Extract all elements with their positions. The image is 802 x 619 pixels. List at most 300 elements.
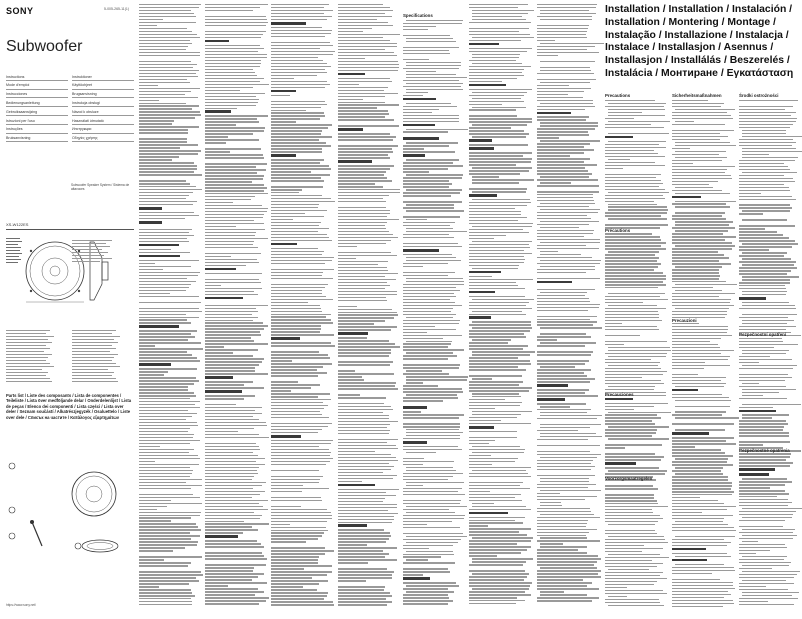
text-line — [675, 145, 736, 146]
text-line — [205, 19, 267, 20]
text-line — [205, 503, 259, 504]
text-line — [742, 323, 787, 324]
text-line — [739, 338, 782, 339]
text-line — [139, 392, 194, 393]
text-line — [139, 61, 191, 62]
text-line — [205, 576, 258, 577]
text-line — [608, 470, 667, 471]
text-line — [205, 437, 269, 438]
text-line — [139, 506, 167, 507]
text-line — [739, 190, 790, 191]
text-line — [537, 418, 597, 419]
text-line — [271, 251, 324, 252]
text-line — [271, 87, 325, 88]
text-line — [739, 231, 777, 232]
text-line — [605, 406, 654, 407]
text-line — [406, 92, 428, 93]
text-line — [540, 546, 587, 547]
text-line — [338, 231, 389, 232]
text-line — [139, 189, 202, 190]
text-line — [403, 488, 462, 489]
text-line — [472, 124, 527, 125]
text-heading-line — [139, 244, 179, 247]
text-line — [469, 4, 528, 5]
text-line — [205, 573, 264, 574]
text-line — [403, 545, 453, 546]
text-heading-line — [403, 249, 439, 252]
text-line — [469, 449, 525, 450]
text-line — [205, 384, 244, 385]
language-entry: Istruzioni per l'uso — [6, 116, 68, 125]
text-line — [537, 535, 586, 536]
text-line — [672, 269, 719, 270]
text-line — [537, 460, 593, 461]
text-line — [540, 457, 597, 458]
text-line — [675, 406, 730, 407]
text-line — [537, 143, 590, 144]
text-heading-line — [469, 84, 506, 87]
text-line — [406, 352, 453, 353]
text-line — [205, 367, 255, 368]
text-line — [469, 265, 519, 266]
text-line — [139, 162, 194, 163]
text-line — [139, 293, 170, 294]
text-line — [469, 130, 524, 131]
text-line — [742, 580, 786, 581]
text-line — [338, 288, 385, 289]
text-heading-line — [338, 524, 367, 527]
text-line — [672, 178, 732, 179]
text-line — [605, 383, 664, 384]
text-line — [205, 529, 258, 530]
text-line — [205, 443, 256, 444]
text-line — [672, 323, 699, 324]
text-line — [338, 519, 394, 520]
text-line — [271, 455, 330, 456]
text-line — [540, 70, 591, 71]
text-line — [139, 541, 198, 542]
text-line — [537, 520, 588, 521]
text-line — [739, 502, 792, 503]
text-line — [469, 75, 524, 76]
text-line — [271, 159, 324, 160]
text-line — [605, 566, 657, 567]
text-line — [403, 225, 450, 226]
text-line — [739, 444, 763, 445]
text-line — [338, 448, 398, 449]
text-line — [205, 591, 264, 592]
text-line — [605, 323, 622, 324]
text-line — [672, 512, 702, 513]
text-line — [338, 46, 397, 47]
text-line — [739, 520, 785, 521]
text-line — [139, 159, 172, 160]
text-line — [338, 252, 391, 253]
text-line — [469, 31, 519, 32]
text-line — [271, 180, 324, 181]
text-line — [338, 562, 368, 563]
text-line — [469, 40, 521, 41]
text-line — [675, 245, 735, 246]
text-line — [139, 19, 163, 20]
text-line — [537, 561, 597, 562]
installation-heading: Installation / Installation / Instalación / Installation / Montering / Montage / Instalação / Installazione / Instalacja / Instalace / Installasjon / Asennus / Installasjon / Installálás / Beszerelés / Instalácia / Монтиране / Εγκατάσταση — [605, 4, 794, 79]
text-line — [205, 166, 256, 167]
text-line — [271, 488, 329, 489]
text-line — [672, 254, 724, 255]
text-line — [537, 164, 597, 165]
text-line — [537, 540, 600, 541]
text-line — [406, 83, 463, 84]
text-line — [139, 79, 187, 80]
text-line — [537, 218, 591, 219]
text-line — [205, 54, 267, 55]
text-line — [605, 284, 666, 285]
text-line — [605, 106, 664, 107]
text-line — [605, 127, 664, 128]
text-line — [537, 351, 593, 352]
text-line — [605, 150, 654, 151]
text-line — [205, 455, 258, 456]
text-line — [469, 476, 531, 477]
text-line — [139, 85, 158, 86]
text-line — [672, 190, 722, 191]
text-line — [139, 183, 190, 184]
text-line — [540, 254, 581, 255]
text-line — [139, 28, 187, 29]
text-line — [605, 198, 665, 199]
text-line — [205, 532, 243, 533]
text-line — [672, 215, 722, 216]
text-line — [540, 481, 589, 482]
text-line — [605, 124, 651, 125]
text-line — [403, 29, 428, 30]
text-line — [205, 470, 257, 471]
text-line — [205, 552, 262, 553]
text-line — [605, 435, 652, 436]
text-line — [338, 84, 359, 85]
text-line — [469, 522, 523, 523]
text-line — [403, 539, 461, 540]
text-line — [469, 520, 515, 521]
text-line — [205, 75, 257, 76]
text-line — [605, 177, 656, 178]
text-line — [469, 363, 531, 364]
text-line — [540, 125, 598, 126]
text-line — [139, 357, 197, 358]
text-line — [338, 107, 377, 108]
text-line — [205, 223, 264, 224]
text-line — [139, 144, 198, 145]
text-line — [537, 31, 587, 32]
text-line — [469, 402, 522, 403]
text-line — [338, 481, 362, 482]
text-line — [605, 254, 655, 255]
text-line — [403, 346, 448, 347]
text-line — [205, 512, 254, 513]
text-line — [205, 458, 265, 459]
dimension-labels — [6, 238, 24, 265]
text-line — [205, 108, 237, 109]
text-line — [675, 564, 724, 565]
text-line — [271, 63, 327, 64]
text-line — [403, 320, 460, 321]
text-line — [271, 284, 328, 285]
text-heading-line — [469, 147, 494, 150]
text-line — [739, 583, 794, 584]
text-line — [403, 338, 443, 339]
text-line — [469, 603, 516, 604]
text-line — [469, 60, 516, 61]
text-line — [742, 389, 796, 390]
text-line — [739, 127, 790, 128]
text-line — [605, 257, 659, 258]
text-line — [469, 369, 526, 370]
text-line — [472, 176, 499, 177]
text-line — [139, 43, 192, 44]
text-line — [338, 463, 389, 464]
text-line — [469, 549, 527, 550]
text-line — [338, 49, 385, 50]
text-line — [406, 74, 456, 75]
text-line — [205, 220, 254, 221]
text-line — [403, 186, 449, 187]
text-line — [469, 188, 527, 189]
text-line — [537, 523, 587, 524]
text-line — [139, 389, 188, 390]
text-heading-line — [271, 154, 296, 157]
text-line — [271, 393, 330, 394]
text-line — [739, 481, 792, 482]
text-line — [271, 328, 321, 329]
text-line — [672, 603, 734, 604]
text-line — [271, 432, 318, 433]
text-line — [469, 591, 525, 592]
text-line — [205, 410, 255, 411]
text-heading-line — [605, 398, 633, 401]
text-line — [205, 398, 244, 399]
text-line — [672, 242, 732, 243]
text-line — [608, 141, 666, 142]
text-line — [205, 314, 252, 315]
text-line — [338, 571, 394, 572]
text-line — [605, 473, 665, 474]
text-line — [338, 317, 394, 318]
text-line — [672, 175, 731, 176]
text-line — [205, 461, 256, 462]
text-line — [271, 4, 329, 5]
text-line — [537, 278, 600, 279]
text-line — [469, 220, 518, 221]
text-line — [139, 503, 202, 504]
text-line — [605, 299, 668, 300]
text-line — [672, 299, 731, 300]
text-line — [271, 7, 324, 8]
text-line — [469, 115, 517, 116]
text-line — [338, 210, 390, 211]
text-line — [742, 136, 802, 137]
text-line — [469, 238, 494, 239]
text-line — [403, 326, 435, 327]
text-line — [338, 246, 357, 247]
text-line — [739, 169, 790, 170]
text-line — [338, 403, 384, 404]
text-line — [205, 431, 238, 432]
text-line — [739, 288, 786, 289]
text-line — [605, 353, 667, 354]
text-line — [739, 459, 786, 460]
body-text-block — [739, 100, 799, 607]
text-line — [205, 235, 255, 236]
text-line — [205, 31, 266, 32]
text-line — [139, 476, 190, 477]
text-line — [139, 138, 187, 139]
text-line — [338, 207, 386, 208]
text-line — [338, 189, 400, 190]
text-line — [739, 526, 783, 527]
divider — [6, 229, 134, 230]
text-line — [139, 592, 192, 593]
text-line — [139, 88, 200, 89]
text-line — [139, 278, 187, 279]
text-line — [605, 467, 659, 468]
text-line — [672, 359, 728, 360]
text-line — [271, 275, 322, 276]
text-line — [139, 198, 186, 199]
text-line — [205, 273, 262, 274]
text-line — [403, 243, 458, 244]
text-line — [271, 497, 321, 498]
text-line — [205, 136, 228, 137]
text-heading-line — [672, 389, 698, 392]
text-line — [338, 507, 397, 508]
text-line — [608, 206, 667, 207]
text-line — [605, 180, 661, 181]
text-line — [139, 150, 201, 151]
text-line — [403, 414, 464, 415]
text-line — [675, 429, 725, 430]
text-line — [271, 45, 333, 46]
text-line — [205, 187, 267, 188]
text-line — [537, 233, 593, 234]
text-line — [608, 536, 664, 537]
text-line — [537, 369, 591, 370]
text-line — [469, 458, 518, 459]
text-line — [139, 153, 198, 154]
text-line — [205, 446, 259, 447]
text-line — [537, 469, 591, 470]
text-line — [205, 311, 258, 312]
text-line — [675, 308, 729, 309]
text-line — [469, 279, 533, 280]
text-line — [472, 268, 518, 269]
text-line — [406, 429, 459, 430]
text-line — [338, 568, 387, 569]
text-line — [675, 386, 724, 387]
text-line — [675, 230, 728, 231]
text-heading-line — [205, 110, 231, 113]
text-line — [739, 432, 789, 433]
text-line — [205, 34, 263, 35]
body-text-block — [605, 100, 669, 608]
text-line — [403, 367, 459, 368]
text-line — [540, 43, 604, 44]
text-line — [271, 72, 327, 73]
text-line — [537, 88, 591, 89]
text-line — [338, 306, 357, 307]
text-line — [675, 521, 723, 522]
text-line — [605, 212, 667, 213]
text-line — [742, 294, 786, 295]
text-line — [271, 48, 320, 49]
text-line — [540, 176, 589, 177]
text-line — [338, 314, 398, 315]
text-line — [605, 320, 662, 321]
text-line — [469, 552, 521, 553]
text-line — [672, 380, 721, 381]
text-line — [205, 588, 258, 589]
text-line — [469, 288, 525, 289]
text-line — [139, 538, 191, 539]
text-line — [139, 272, 200, 273]
text-line — [271, 222, 321, 223]
text-line — [271, 124, 332, 125]
text-line — [139, 263, 155, 264]
text-line — [672, 440, 726, 441]
text-line — [469, 534, 527, 535]
text-line — [742, 353, 786, 354]
text-line — [537, 109, 585, 110]
text-line — [139, 371, 168, 372]
text-line — [271, 334, 334, 335]
text-line — [139, 342, 201, 343]
text-line — [271, 115, 325, 116]
text-line — [271, 189, 302, 190]
text-line — [403, 207, 454, 208]
text-line — [605, 599, 659, 600]
text-line — [271, 186, 323, 187]
text-line — [672, 377, 726, 378]
text-line — [271, 604, 334, 605]
text-line — [205, 7, 260, 8]
text-line — [469, 381, 523, 382]
text-line — [403, 423, 460, 424]
text-line — [205, 99, 259, 100]
text-line — [537, 454, 601, 455]
text-line — [403, 343, 451, 344]
text-line — [739, 550, 770, 551]
text-line — [139, 470, 193, 471]
text-line — [338, 282, 387, 283]
text-line — [537, 37, 587, 38]
text-line — [139, 336, 195, 337]
text-line — [739, 163, 784, 164]
text-line — [338, 513, 398, 514]
text-line — [537, 146, 584, 147]
text-line — [403, 582, 456, 583]
text-line — [742, 130, 786, 131]
text-line — [608, 133, 669, 134]
text-line — [205, 506, 263, 507]
language-entry: Käyttöohjeet — [72, 81, 134, 90]
text-line — [608, 386, 655, 387]
text-line — [540, 260, 601, 261]
text-line — [469, 461, 515, 462]
text-line — [605, 314, 659, 315]
text-line — [608, 554, 660, 555]
text-line — [537, 295, 585, 296]
text-line — [403, 201, 462, 202]
